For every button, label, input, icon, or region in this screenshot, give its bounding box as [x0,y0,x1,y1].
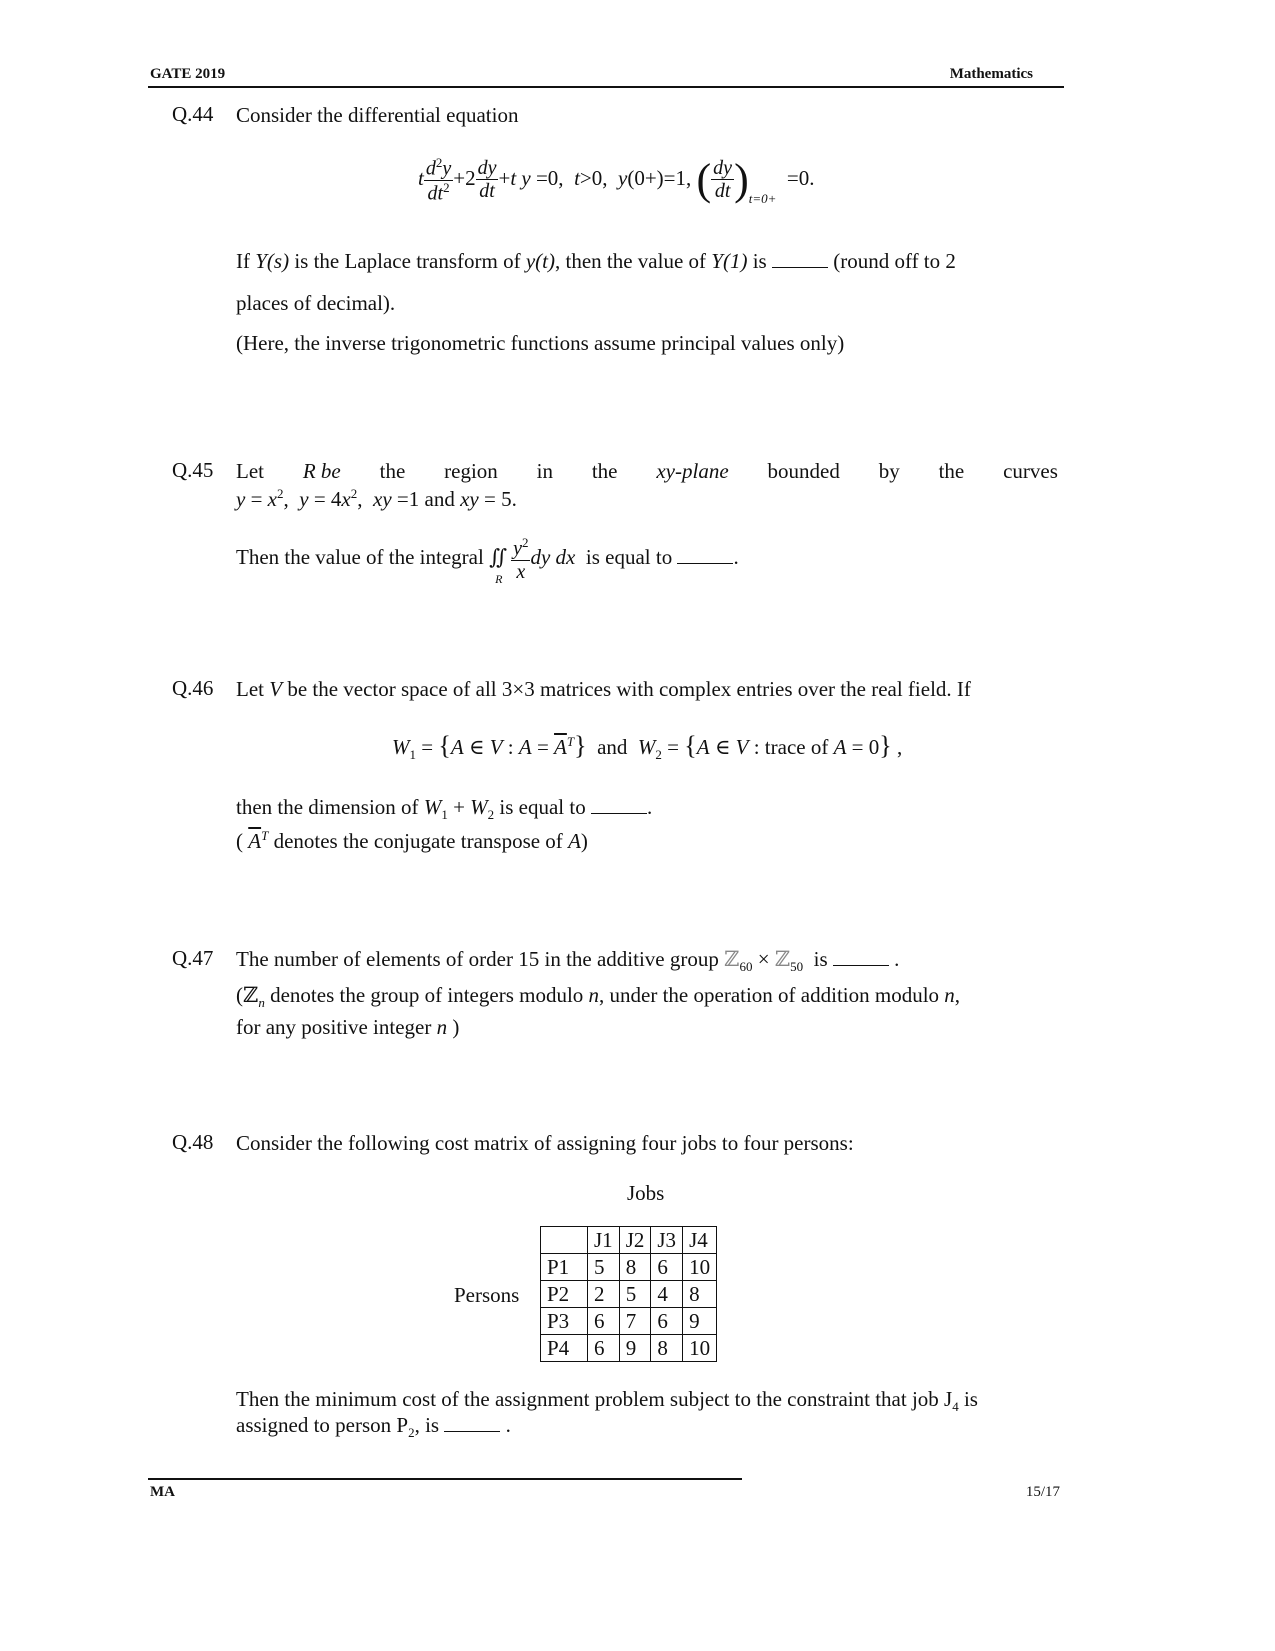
table-cell: 10 [683,1335,717,1362]
table-cell: 8 [619,1254,651,1281]
q48-outro-line2: assigned to person $P_2$, is . [236,1413,511,1441]
q46-definitions: $W_1 = \{A$ ∈ V : $A = \overline{A}^T$} and $W_2 = \{A$ ∈ V : trace of A = 0} , [392,731,903,763]
table-row [541,1281,717,1308]
table-cell: 5 [588,1254,620,1281]
table-row [541,1254,717,1281]
q47-line1: The number of elements of order 15 in the additive group ℤ$_{60}$ × ℤ$_{50}$ is . [236,947,900,975]
row-header: P3 [541,1308,588,1335]
table-cell: 6 [588,1335,620,1362]
column-header: J3 [651,1227,683,1254]
row-header: P1 [541,1254,588,1281]
q46-number: Q.46 [172,676,214,700]
table-cell: 6 [651,1308,683,1335]
q48-number: Q.48 [172,1130,214,1154]
q46-answer-blank [591,812,647,814]
table-cell: 10 [683,1254,717,1281]
q45-line3: Then the value of the integral ∬ R $\frac{y^2}{x}$ dy dx is equal to . [236,535,739,587]
q47-line3: for any positive integer n ) [236,1015,460,1039]
q44-intro: Consider the differential equation [236,103,519,127]
header-right: Mathematics [949,66,1033,82]
q44-paragraph3: (Here, the inverse trigonometric functions assume principal values only) [236,331,845,355]
table-cell: 8 [651,1335,683,1362]
q47-answer-blank [833,964,889,966]
table-cell: 6 [651,1254,683,1281]
q48-jobs-label: Jobs [627,1181,665,1205]
q46-line3: then the dimension of $W_1 + W_2$ is equal to . [236,795,653,823]
footer-left: MA [150,1484,175,1500]
header-left: GATE 2019 [150,66,226,82]
table-cell: 8 [683,1281,717,1308]
q48-outro-line1: Then the minimum cost of the assignment problem subject to the constraint that job $J_4$ is [236,1387,978,1415]
page-number: 15/17 [1025,1484,1060,1500]
column-header: J4 [683,1227,717,1254]
q45-answer-blank [677,562,733,564]
row-header: P2 [541,1281,588,1308]
table-row [541,1335,717,1362]
q45-number: Q.45 [172,458,214,482]
table-corner-cell [541,1227,588,1254]
q44-number: Q.44 [172,102,214,126]
table-cell: 9 [683,1308,717,1335]
column-header: J1 [588,1227,620,1254]
table-header-row [541,1227,717,1254]
q44-paragraph2: places of decimal). [236,291,396,315]
table-cell: 2 [588,1281,620,1308]
q45-line1: Let R be the region in the xy-plane bounded by the curves [236,459,1058,483]
q45-line2: $y = x^2$, $y = 4x^2$, xy =1 and xy = 5. [236,486,517,511]
table-cell: 7 [619,1308,651,1335]
q46-line1: Let V be the vector space of all 3×3 matrices with complex entries over the real field. If [236,677,971,701]
q44-equation: t $\frac{d^2y}{dt^2}$ +2 $\frac{dy}{dt}$ +t y =0, t>0, y(0+)=1, ( $\frac{dy}{dt}$ )$_{t=0+} =0$. [418,155,815,206]
table-cell: 6 [588,1308,620,1335]
table-cell: 5 [619,1281,651,1308]
cost-matrix-table [540,1226,717,1362]
q47-number: Q.47 [172,946,214,970]
q44-answer-blank [772,266,828,268]
footer-rule [148,1478,742,1480]
q48-answer-blank [444,1430,500,1432]
column-header: J2 [619,1227,651,1254]
table-cell: 4 [651,1281,683,1308]
double-integral-symbol: ∬ R [489,545,507,587]
q48-intro: Consider the following cost matrix of assigning four jobs to four persons: [236,1131,854,1155]
q44-paragraph1: If Y(s) is the Laplace transform of y(t), then the value of Y(1) is (round off to 2 [236,249,956,273]
table-cell: 9 [619,1335,651,1362]
q47-line2: (ℤ$_n$ denotes the group of integers modulo n, under the operation of addition modulo n, [236,983,961,1011]
q46-line4: ( $\overline{A}^T$ denotes the conjugate transpose of A) [236,828,588,853]
table-row [541,1308,717,1335]
q48-persons-label: Persons [454,1283,520,1307]
header-rule [148,86,1064,88]
row-header: P4 [541,1335,588,1362]
